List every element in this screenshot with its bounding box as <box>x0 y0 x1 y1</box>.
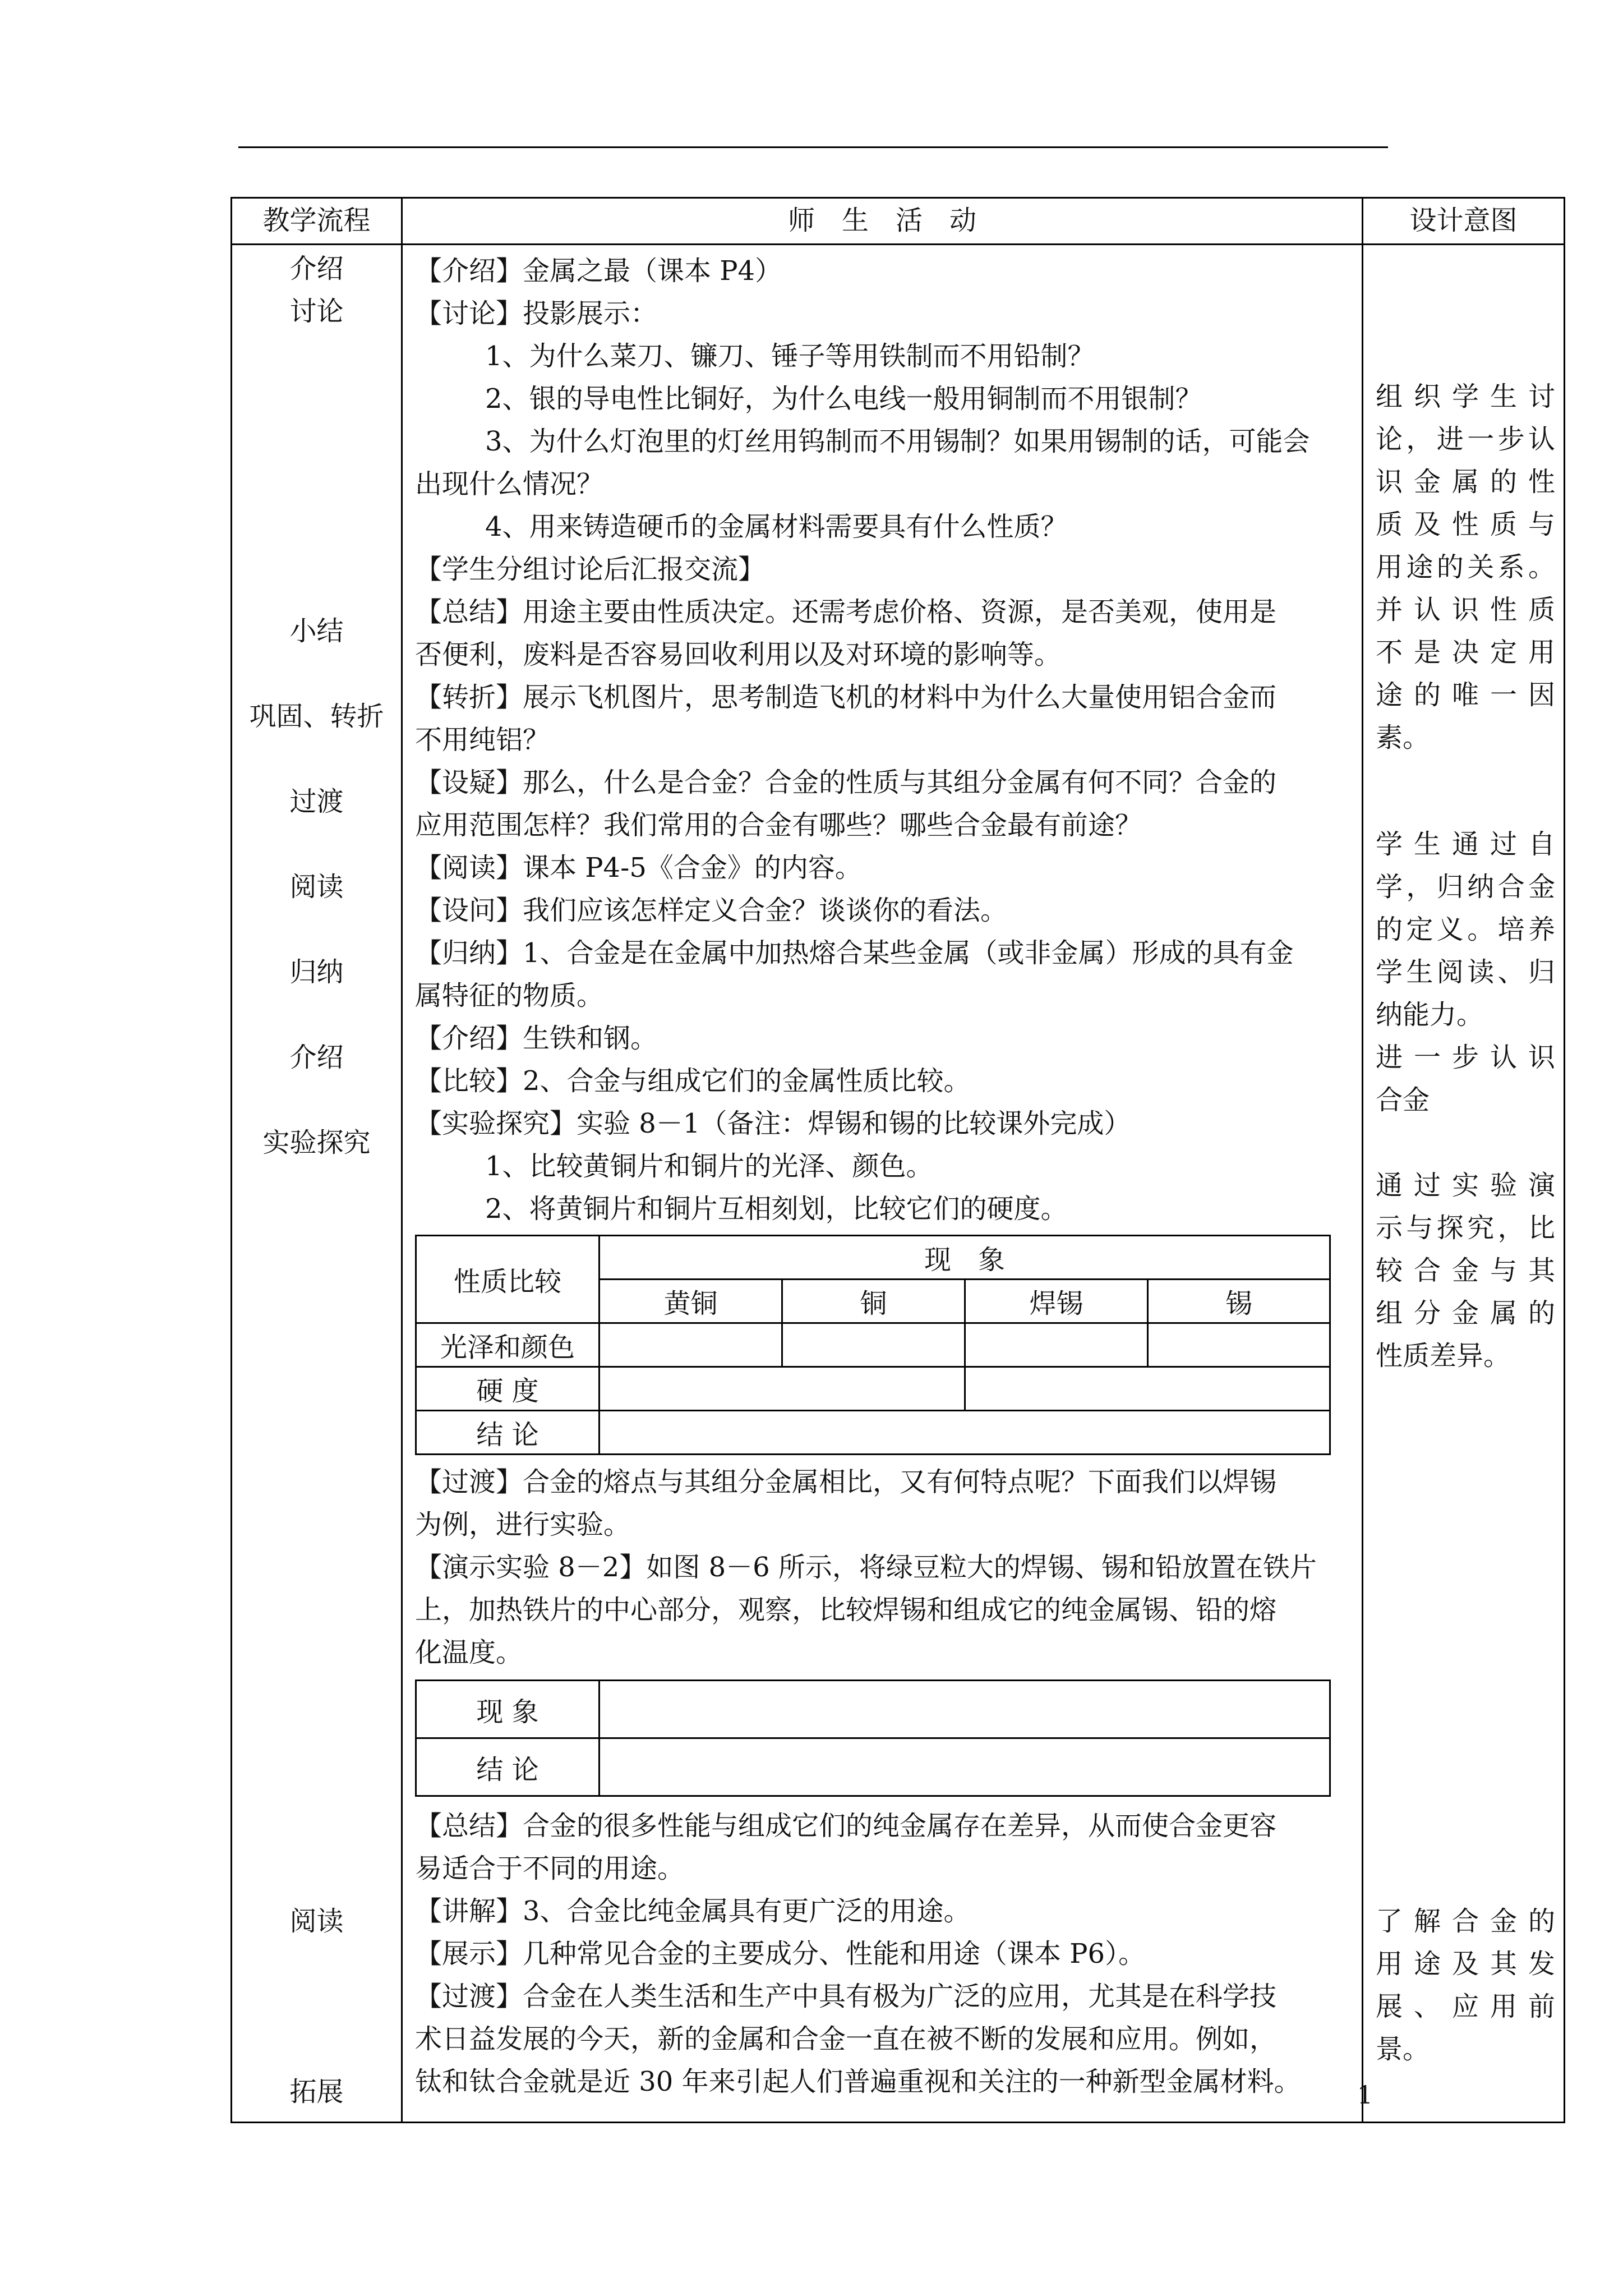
activity-line: 3、为什么灯泡里的灯丝用钨制而不用锡制？如果用锡制的话，可能会 <box>485 426 1310 457</box>
flow-label: 介绍 <box>289 253 344 284</box>
design-note-line: 途的唯一因 <box>1376 679 1555 711</box>
row-label: 结 论 <box>416 1738 600 1796</box>
activity-line: 化温度。 <box>415 1637 523 1668</box>
activity-line: 1、比较黄铜片和铜片的光泽、颜色。 <box>485 1151 933 1182</box>
design-note <box>1376 375 1555 759</box>
design-note-line: 组分金属的 <box>1376 1297 1555 1329</box>
design-note-line: 用途的关系。 <box>1376 551 1555 583</box>
activity-line: 【阅读】课本 P4-5《合金》的内容。 <box>415 852 862 884</box>
flow-label: 阅读 <box>289 871 344 903</box>
activity-line: 【设疑】那么，什么是合金？合金的性质与其组分金属有何不同？合金的 <box>415 767 1277 798</box>
design-column <box>1363 245 1565 2123</box>
empty-cell <box>600 1323 782 1367</box>
design-note-line: 论，进一步认 <box>1376 424 1555 455</box>
column-header: 铜 <box>782 1280 965 1323</box>
empty-cell <box>782 1323 965 1367</box>
activity-line: 【过渡】合金在人类生活和生产中具有极为广泛的应用，尤其是在科学技 <box>415 1981 1277 2012</box>
design-note-line: 纳能力。 <box>1376 999 1484 1030</box>
activity-line: 术日益发展的今天，新的金属和合金一直在被不断的发展和应用。例如， <box>415 2023 1277 2055</box>
design-note-line: 组织学生讨 <box>1376 381 1555 412</box>
design-note <box>1376 1164 1555 1377</box>
empty-cell <box>965 1323 1148 1367</box>
table-body-row <box>232 245 1565 2123</box>
experiment-table-1 <box>415 1235 1331 1455</box>
table-row <box>416 1681 1330 1738</box>
design-note-line: 学生通过自 <box>1376 829 1555 860</box>
column-header: 焊锡 <box>965 1280 1148 1323</box>
design-note-line: 不是决定用 <box>1376 637 1555 668</box>
activity-line: 易适合于不同的用途。 <box>415 1853 685 1884</box>
design-note-line: 质及性质与 <box>1376 509 1555 540</box>
flow-label: 讨论 <box>289 296 344 327</box>
design-note-line: 的定义。培养 <box>1376 914 1555 945</box>
column-header: 锡 <box>1148 1280 1330 1323</box>
table-row <box>416 1411 1330 1455</box>
design-note-line: 学生阅读、归 <box>1376 956 1555 988</box>
flow-label: 归纳 <box>289 956 344 988</box>
empty-cell <box>600 1411 1330 1455</box>
activity-line: 否便利，废料是否容易回收利用以及对环境的影响等。 <box>415 639 1062 670</box>
column-header-flow: 教学流程 <box>232 198 402 245</box>
activity-line: 【比较】2、合金与组成它们的金属性质比较。 <box>415 1065 971 1097</box>
activity-line: 4、用来铸造硬币的金属材料需要具有什么性质？ <box>485 511 1068 542</box>
activity-line: 【展示】几种常见合金的主要成分、性能和用途（课本 P6）。 <box>415 1938 1146 1970</box>
activity-line: 应用范围怎样？我们常用的合金有哪些？哪些合金最有前途？ <box>415 809 1142 841</box>
design-note <box>1376 823 1555 1036</box>
activity-line: 为例，进行实验。 <box>415 1509 631 1540</box>
design-note-line: 示与探究，比 <box>1376 1212 1555 1244</box>
row-label: 光泽和颜色 <box>416 1323 600 1367</box>
design-note-line: 通过实验演 <box>1376 1170 1555 1201</box>
design-note-line: 用途及其发 <box>1376 1948 1555 1980</box>
header-rule <box>238 146 1388 148</box>
flow-label: 实验探究 <box>262 1127 371 1158</box>
column-header-design: 设计意图 <box>1363 198 1565 245</box>
flow-label: 阅读 <box>289 1906 344 1937</box>
flow-label: 拓展 <box>289 2076 344 2108</box>
flow-label: 巩固、转折 <box>249 701 384 732</box>
design-note-line: 进一步认识 <box>1376 1042 1555 1073</box>
activity-line: 【总结】用途主要由性质决定。还需考虑价格、资源，是否美观，使用是 <box>415 596 1277 628</box>
design-note-line: 识金属的性 <box>1376 466 1555 498</box>
activity-line: 出现什么情况？ <box>415 468 604 500</box>
activity-line: 【演示实验 8－2】如图 8－6 所示，将绿豆粒大的焊锡、锡和铅放置在铁片 <box>415 1552 1317 1583</box>
table-header-row <box>232 198 1565 245</box>
empty-cell <box>600 1367 965 1411</box>
flow-column <box>232 245 402 2123</box>
activity-line: 【归纳】1、合金是在金属中加热熔合某些金属（或非金属）形成的具有金 <box>415 937 1294 969</box>
activity-line: 1、为什么菜刀、镰刀、锤子等用铁制而不用铅制？ <box>485 341 1095 372</box>
activity-line: 上，加热铁片的中心部分，观察，比较焊锡和组成它的纯金属锡、铅的熔 <box>415 1594 1277 1626</box>
design-note-line: 性质差异。 <box>1376 1340 1511 1372</box>
activity-line: 【实验探究】实验 8－1（备注：焊锡和锡的比较课外完成） <box>415 1108 1131 1139</box>
table-row <box>416 1367 1330 1411</box>
row-label: 硬 度 <box>416 1367 600 1411</box>
design-note <box>1376 1036 1555 1121</box>
activity-line: 不用纯铝？ <box>415 724 550 756</box>
table-row <box>416 1323 1330 1367</box>
activity-line: 属特征的物质。 <box>415 980 604 1011</box>
empty-cell <box>600 1681 1330 1738</box>
experiment-table-2 <box>415 1680 1331 1797</box>
activity-column <box>402 245 1363 2123</box>
flow-label: 介绍 <box>289 1042 344 1073</box>
design-note-line: 较合金与其 <box>1376 1255 1555 1286</box>
activity-line: 【过渡】合金的熔点与其组分金属相比，又有何特点呢？下面我们以焊锡 <box>415 1466 1277 1498</box>
activity-line: 【总结】合金的很多性能与组成它们的纯金属存在差异，从而使合金更容 <box>415 1810 1277 1842</box>
empty-cell <box>600 1738 1330 1796</box>
column-header-activity: 师 生 活 动 <box>402 198 1363 245</box>
row-label: 现 象 <box>416 1681 600 1738</box>
design-note-line: 学，归纳合金 <box>1376 871 1555 903</box>
empty-cell <box>965 1367 1330 1411</box>
activity-line: 钛和钛合金就是近 30 年来引起人们普遍重视和关注的一种新型金属材料。 <box>415 2066 1301 2097</box>
flow-label: 过渡 <box>289 786 344 817</box>
activity-line: 【学生分组讨论后汇报交流】 <box>415 554 766 585</box>
column-header: 黄铜 <box>600 1280 782 1323</box>
design-note-line: 并认识性质 <box>1376 594 1555 625</box>
phenomenon-header: 现 象 <box>600 1236 1330 1280</box>
activity-line: 【设问】我们应该怎样定义合金？谈谈你的看法。 <box>415 895 1008 926</box>
lesson-plan-table <box>230 197 1565 2123</box>
design-note <box>1376 1900 1555 2070</box>
row-label: 结 论 <box>416 1411 600 1455</box>
design-note-line: 了解合金的 <box>1376 1906 1555 1937</box>
activity-line: 【讨论】投影展示： <box>415 298 658 329</box>
design-note-line: 展、应用前景。 <box>1376 1991 1555 2065</box>
activity-line: 2、银的导电性比铜好，为什么电线一般用铜制而不用银制？ <box>485 383 1202 415</box>
activity-line: 【介绍】生铁和钢。 <box>415 1023 658 1054</box>
property-header: 性质比较 <box>416 1236 600 1323</box>
table-row <box>416 1738 1330 1796</box>
activity-line: 2、将黄铜片和铜片互相刻划，比较它们的硬度。 <box>485 1193 1068 1225</box>
design-note-line: 素。 <box>1376 722 1430 753</box>
activity-line: 【转折】展示飞机图片，思考制造飞机的材料中为什么大量使用铝合金而 <box>415 682 1277 713</box>
page-number: 1 <box>1357 2081 1373 2110</box>
flow-label: 小结 <box>289 615 344 647</box>
design-note-line: 合金 <box>1376 1084 1430 1116</box>
activity-line: 【介绍】金属之最（课本 P4） <box>415 255 782 287</box>
activity-line: 【讲解】3、合金比纯金属具有更广泛的用途。 <box>415 1895 971 1927</box>
empty-cell <box>1148 1323 1330 1367</box>
